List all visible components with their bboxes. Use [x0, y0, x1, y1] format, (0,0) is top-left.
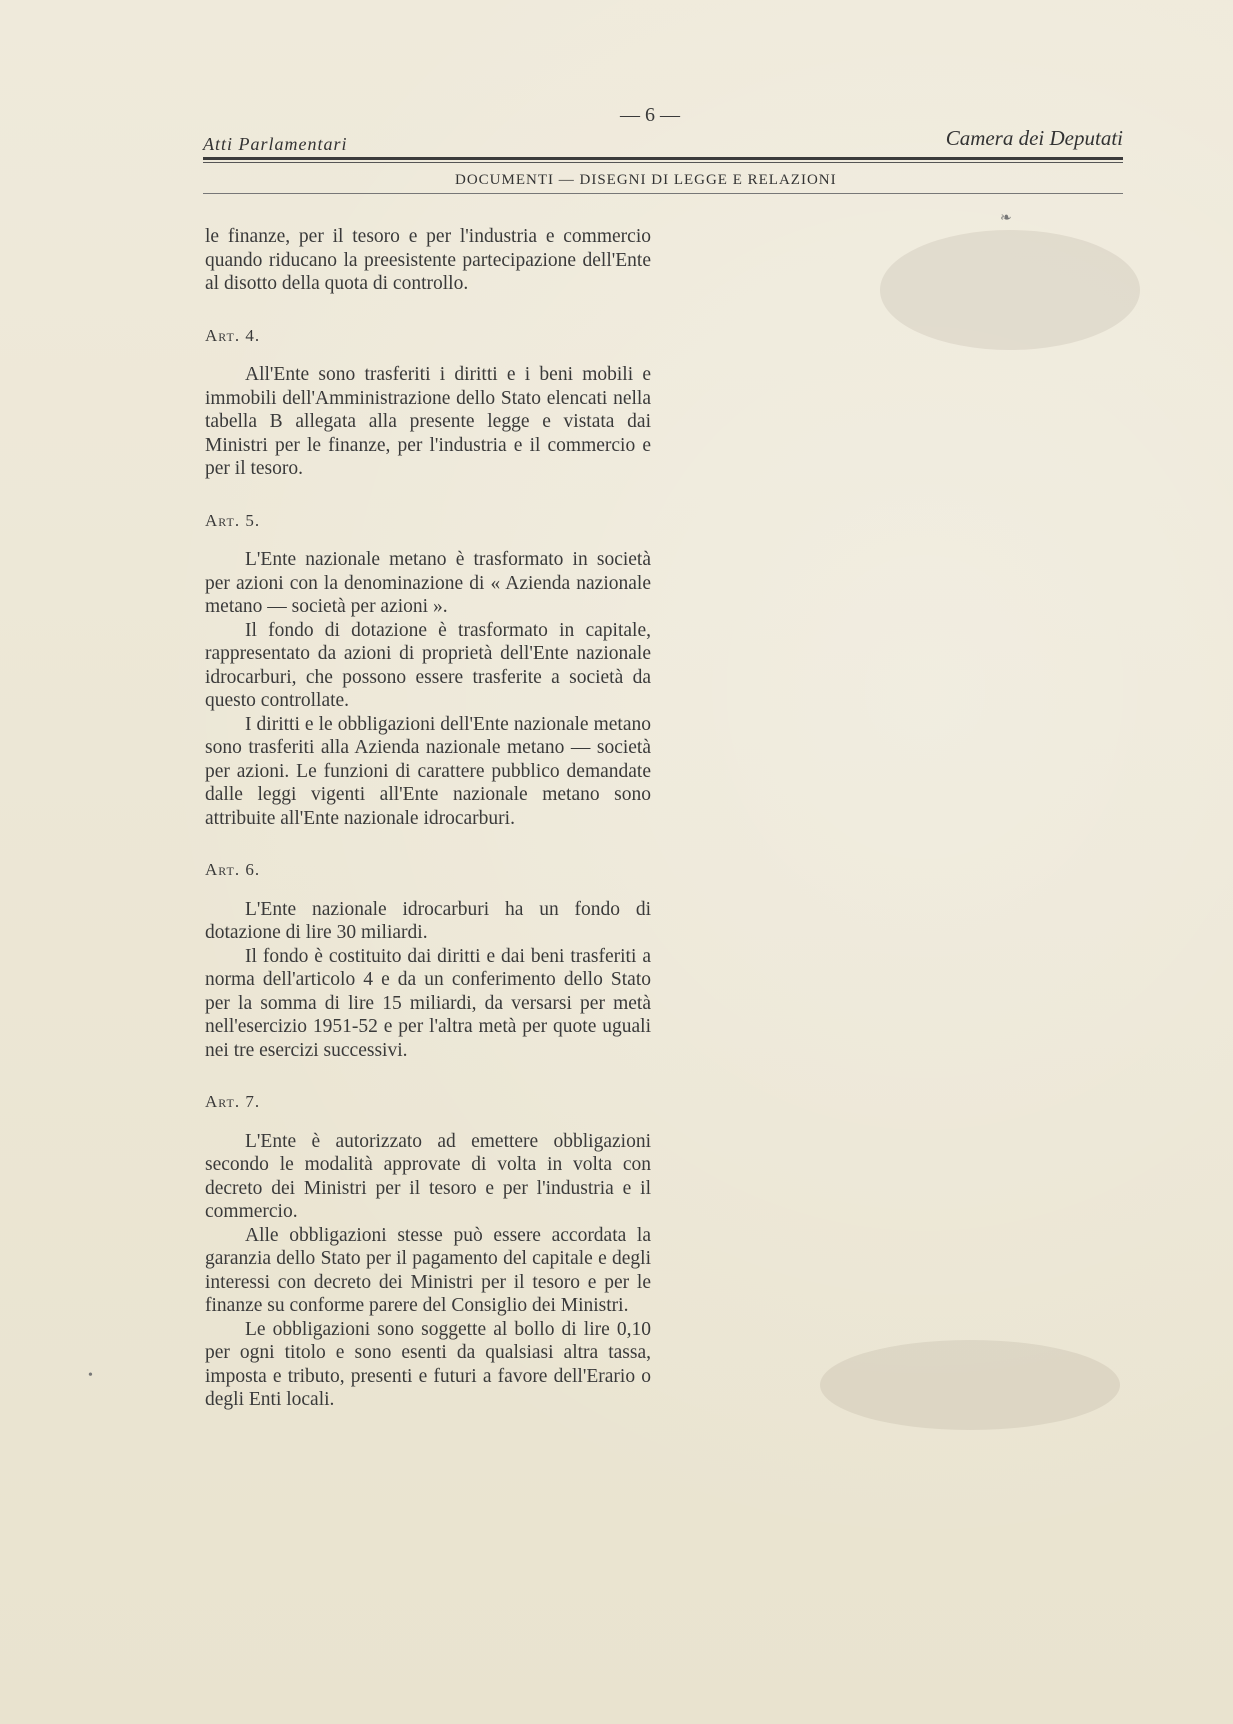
text-column: [205, 225, 651, 1412]
article-5-title: Art. 5.: [205, 510, 261, 530]
page-number: — 6 —: [620, 104, 680, 126]
header-rule-bottom: [203, 193, 1123, 194]
paper-stain: [820, 1340, 1120, 1430]
stray-mark: •: [88, 1368, 93, 1383]
article-6-paragraph: Il fondo è costituito dai diritti e dai beni trasferiti a norma dell'articolo 4 e da un conferimento dello Stato per la somma di lire 15 miliardi, da versarsi per metà nell'esercizio 1951-52 e per l'altra metà per quote uguali nei tre esercizi successivi.: [205, 945, 651, 1061]
article-5-paragraph: Il fondo di dotazione è trasformato in capitale, rappresentato da azioni di proprietà dell'Ente nazionale idrocarburi, che possono essere trasferite a società da questo controllate.: [205, 619, 651, 711]
article-7-paragraph: Le obbligazioni sono soggette al bollo di lire 0,10 per ogni titolo e sono esenti da qualsiasi altra tassa, imposta e tributo, presenti e futuri a favore dell'Erario o degli Enti locali.: [205, 1318, 651, 1410]
header-chamber: Camera dei Deputati: [945, 126, 1123, 150]
article-7-title: Art. 7.: [205, 1092, 261, 1111]
article-7-paragraph: L'Ente è autorizzato ad emettere obbligazioni secondo le modalità approvate di volta in volta con decreto dei Ministri per il tesoro e per l'industria e il commercio.: [205, 1130, 651, 1222]
stray-mark: ❧: [1000, 211, 1012, 226]
paper-stain: [880, 230, 1140, 350]
header-rule-thin: [203, 162, 1123, 163]
article-4-title: Art. 4.: [205, 325, 261, 345]
article-7-paragraph: Alle obbligazioni stesse può essere accordata la garanzia dello Stato per il pagamento del capitale e degli interessi con decreto dei Ministri per il tesoro e per le finanze su conforme parere del Consiglio dei Ministri.: [205, 1224, 651, 1316]
article-6-title: Art. 6.: [205, 860, 261, 879]
header-section: DOCUMENTI — DISEGNI DI LEGGE E RELAZIONI: [455, 172, 837, 188]
article-6-paragraph: L'Ente nazionale idrocarburi ha un fondo di dotazione di lire 30 miliardi.: [205, 898, 651, 943]
article-5-paragraph: I diritti e le obbligazioni dell'Ente nazionale metano sono trasferiti alla Azienda nazionale metano — società per azioni. Le funzioni di carattere pubblico demandate dalle leggi vigenti all'Ente nazionale metano sono attribuite all'Ente nazionale idrocarburi.: [205, 713, 651, 829]
header-publication: Atti Parlamentari: [203, 134, 348, 154]
header-rule-thick: [203, 157, 1123, 160]
article-4-paragraph: All'Ente sono trasferiti i diritti e i beni mobili e immobili dell'Amministrazione dello Stato elencati nella tabella B allegata alla presente legge e vistata dai Ministri per le finanze, per l'industria e il commercio e per il tesoro.: [205, 364, 651, 479]
intro-paragraph: le finanze, per il tesoro e per l'industria e commercio quando riducano la preesistente partecipazione dell'Ente al disotto della quota di controllo.: [205, 226, 651, 294]
article-5-paragraph: L'Ente nazionale metano è trasformato in società per azioni con la denominazione di « Azienda nazionale metano — società per azioni ».: [205, 549, 651, 617]
